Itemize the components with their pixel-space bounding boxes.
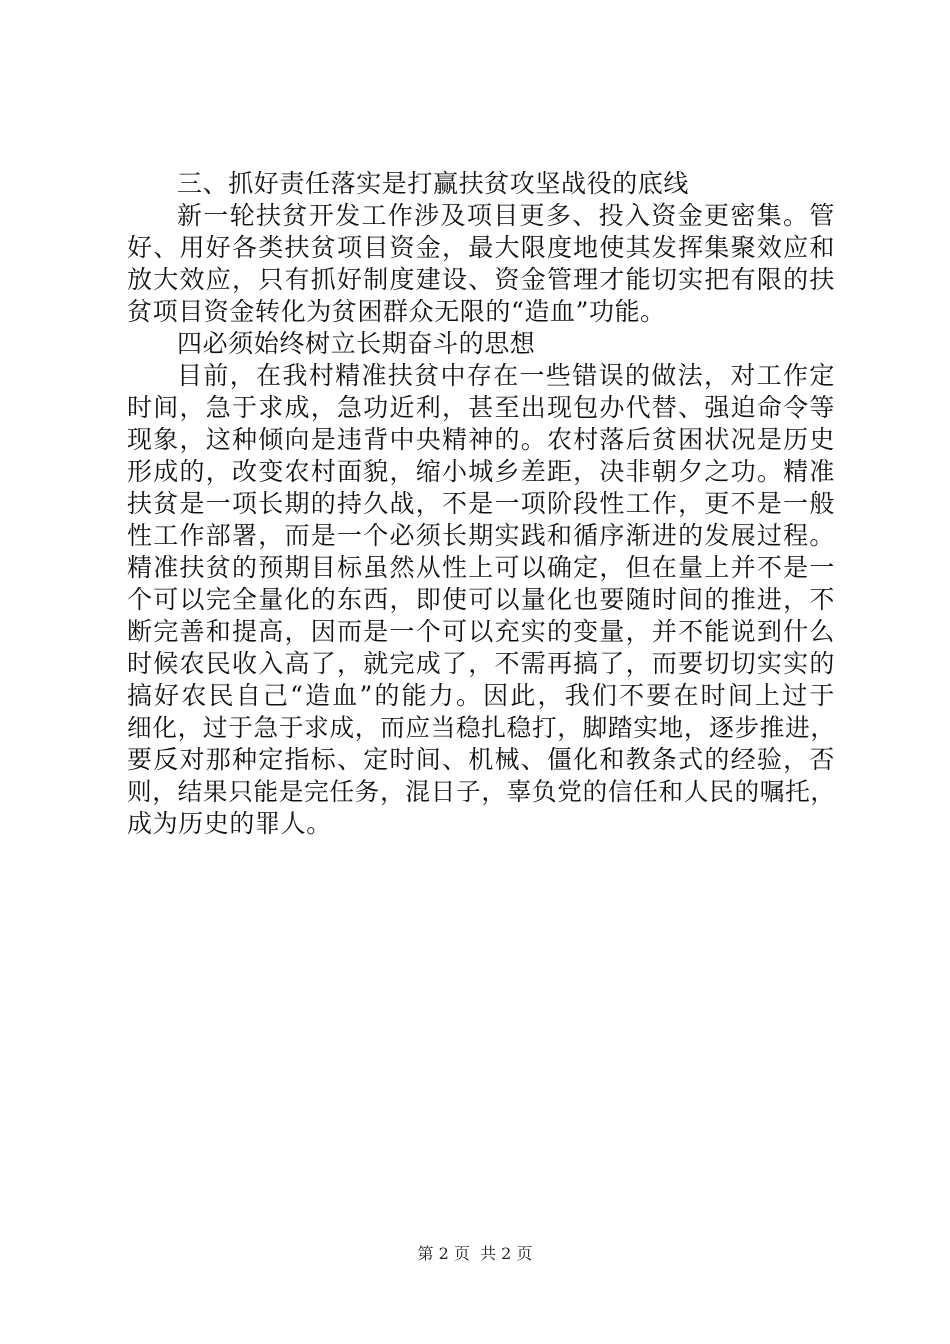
paragraph-line: 搞好农民自己“造血”的能力。因此，我们不要在时间上过于: [127, 681, 835, 710]
paragraph-line: 放大效应，只有抓好制度建设、资金管理才能切实把有限的扶: [127, 265, 835, 294]
paragraph-line: 目前，在我村精准扶贫中存在一些错误的做法，对工作定: [177, 361, 835, 390]
paragraph-line: 现象，这种倾向是违背中央精神的。农村落后贫困状况是历史: [127, 425, 835, 454]
paragraph-line: 精准扶贫的预期目标虽然从性上可以确定，但在量上并不是一: [127, 553, 835, 582]
paragraph-line: 性工作部署，而是一个必须长期实践和循序渐进的发展过程。: [127, 521, 835, 550]
paragraph-line: 时候农民收入高了，就完成了，不需再搞了，而要切切实实的: [127, 649, 835, 678]
document-body: [127, 168, 835, 840]
paragraph-line: 形成的，改变农村面貌，缩小城乡差距，决非朝夕之功。精准: [127, 457, 835, 486]
page-number-label: 第 2 页 共 2 页: [417, 1244, 533, 1263]
paragraph-line: 断完善和提高，因而是一个可以充实的变量，并不能说到什么: [127, 617, 835, 646]
section-heading-4: 四必须始终树立长期奋斗的思想: [177, 329, 536, 358]
paragraph-line: 要反对那种定指标、定时间、机械、僵化和教条式的经验，否: [127, 745, 835, 774]
paragraph-line: 扶贫是一项长期的持久战，不是一项阶段性工作，更不是一般: [127, 489, 835, 518]
section-heading-3: 三、抓好责任落实是打赢扶贫攻坚战役的底线: [177, 169, 690, 198]
paragraph-line: 贫项目资金转化为贫困群众无限的“造血”功能。: [127, 297, 666, 326]
paragraph-line: 成为历史的罪人。: [127, 809, 332, 838]
paragraph-line: 则，结果只能是完任务，混日子，辜负党的信任和人民的嘱托，: [127, 777, 835, 806]
paragraph-line: 好、用好各类扶贫项目资金，最大限度地使其发挥集聚效应和: [127, 233, 835, 262]
paragraph-line: 个可以完全量化的东西，即使可以量化也要随时间的推进，不: [127, 585, 835, 614]
paragraph-line: 新一轮扶贫开发工作涉及项目更多、投入资金更密集。管: [177, 201, 835, 230]
page-footer: [0, 1244, 950, 1264]
paragraph-line: 时间，急于求成，急功近利，甚至出现包办代替、强迫命令等: [127, 393, 835, 422]
paragraph-line: 细化，过于急于求成，而应当稳扎稳打，脚踏实地，逐步推进，: [127, 713, 835, 742]
